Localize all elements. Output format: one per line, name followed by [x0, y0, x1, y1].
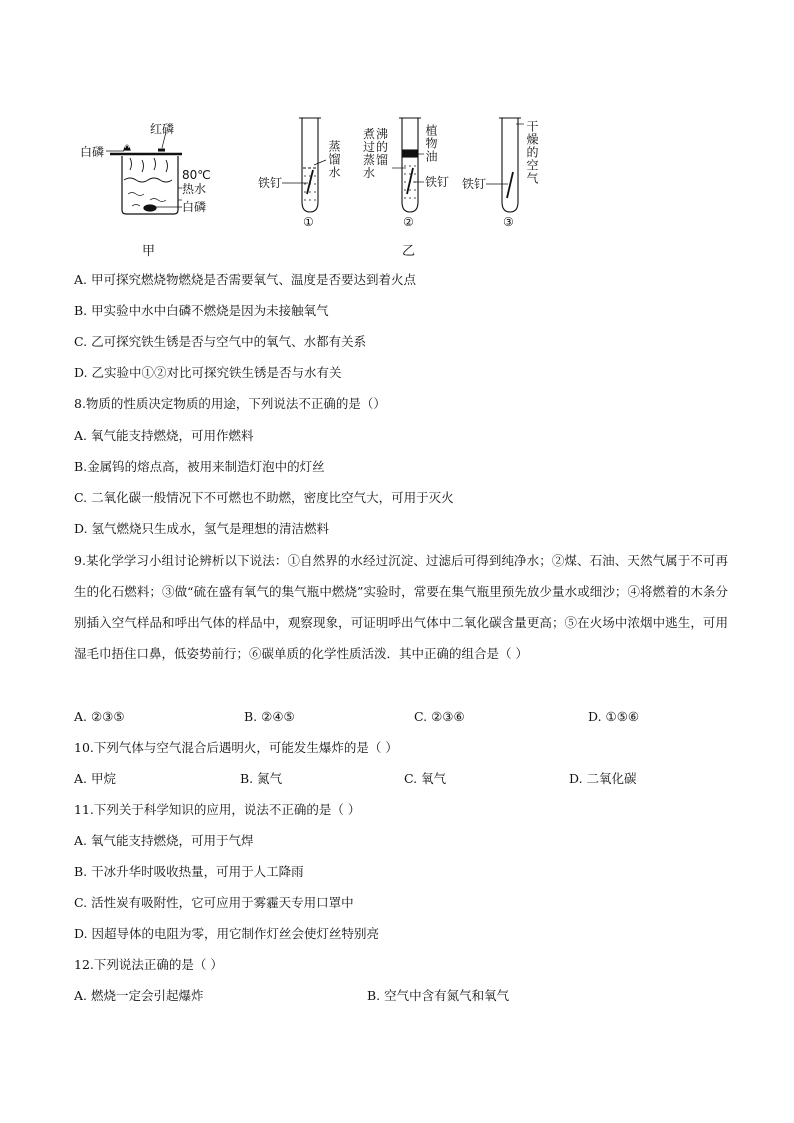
q10-option-b: B. 氮气: [240, 771, 283, 786]
q11-stem: 11.下列关于科学知识的应用，说法不正确的是（ ）: [74, 802, 361, 817]
q11-option-c: C. 活性炭有吸附性，它可应用于雾霾天专用口罩中: [74, 895, 354, 910]
tube1-nail-label: 铁钉: [258, 176, 283, 190]
q12-stem: 12.下列说法正确的是（ ）: [74, 957, 223, 972]
q8-option-d: D. 氢气燃烧只生成水，氢气是理想的清洁燃料: [74, 521, 330, 536]
q8-stem: 8.物质的性质决定物质的用途，下列说法不正确的是（）: [74, 396, 386, 411]
temperature-label: 80℃: [182, 168, 211, 182]
q7-option-d: D. 乙实验中①②对比可探究铁生锈是否与水有关: [74, 365, 342, 380]
q9-option-c: C. ②③⑥: [414, 709, 465, 724]
q12-option-b: B. 空气中含有氮气和氧气: [367, 988, 510, 1003]
q11-option-b: B. 干冰升华时吸收热量，可用于人工降雨: [74, 864, 304, 879]
tube1-water-label: 蒸馏水: [327, 140, 341, 179]
q8-option-a: A. 氧气能支持燃烧，可用作燃料: [74, 428, 254, 443]
q9-option-b: B. ②④⑤: [244, 709, 295, 724]
test-tube-2: [392, 118, 424, 212]
tube2-number: ②: [403, 215, 414, 229]
q10-stem: 10.下列气体与空气混合后遇明火，可能发生爆炸的是（ ）: [74, 740, 398, 755]
q8-option-c: C. 二氧化碳一般情况下不可燃也不助燃，密度比空气大，可用于灭火: [74, 490, 454, 505]
tube3-nail-label: 铁钉: [462, 177, 487, 191]
red-phosphorus-label: 红磷: [150, 122, 175, 136]
beaker-apparatus: [106, 132, 182, 214]
tube2-nail-label: 铁钉: [425, 175, 450, 189]
q10-option-a: A. 甲烷: [74, 771, 116, 786]
white-phosphorus-top-label: 白磷: [80, 145, 105, 159]
tube2-oil-label: 植物油: [424, 124, 438, 163]
white-phosphorus-bottom-label: 白磷: [182, 200, 207, 214]
test-tube-3: [486, 118, 524, 212]
q7-option-c: C. 乙可探究铁生锈是否与空气中的氧气、水都有关系: [74, 334, 367, 349]
q12-option-a: A. 燃烧一定会引起爆炸: [74, 988, 204, 1003]
experiment-figure: [70, 110, 570, 260]
q7-option-b: B. 甲实验中水中白磷不燃烧是因为未接触氧气: [74, 303, 329, 318]
q8-option-b: B.金属钨的熔点高，被用来制造灯泡中的灯丝: [74, 459, 325, 474]
figure-jia-caption: 甲: [142, 244, 156, 259]
q7-option-a: A. 甲可探究燃烧物燃烧是否需要氧气、温度是否要达到着火点: [74, 272, 416, 287]
q11-option-d: D. 因超导体的电阻为零，用它制作灯丝会使灯丝特别亮: [74, 926, 380, 941]
experiment-drawing: [70, 110, 570, 260]
figure-yi-caption: 乙: [402, 244, 416, 259]
tube1-number: ①: [303, 215, 314, 229]
q9-option-d: D. ①⑤⑥: [588, 709, 640, 724]
tube2-boiled-water-label: 煮沸过的蒸馏水: [363, 127, 390, 180]
q9-option-a: A. ②③⑤: [74, 709, 125, 724]
tube3-air-label: 干燥的空气: [525, 120, 539, 185]
q9-stem: 9.某化学学习小组讨论辨析以下说法：①自然界的水经过沉淀、过滤后可得到纯净水；②煤、石油、天然气属于不可再生的化石燃料；③做“硫在盛有氧气的集气瓶中燃烧”实验时，常要在集气瓶里预先放少量水或细沙；④将燃着的木条分别插入空气样品和呼出气体的样品中，观察现象，可证明呼出气体中二氧化碳含量更高；⑤在火场中浓烟中逃生，可用湿毛巾捂住口鼻，低姿势前行；⑥碳单质的化学性质活泼．其中正确的组合是（ ）: [74, 553, 728, 661]
test-tube-1: [282, 118, 326, 212]
q11-option-a: A. 氧气能支持燃烧，可用于气焊: [74, 833, 254, 848]
tube3-number: ③: [503, 215, 514, 229]
q10-option-d: D. 二氧化碳: [569, 771, 637, 786]
hot-water-label: 热水: [182, 182, 207, 196]
q10-option-c: C. 氧气: [404, 771, 447, 786]
